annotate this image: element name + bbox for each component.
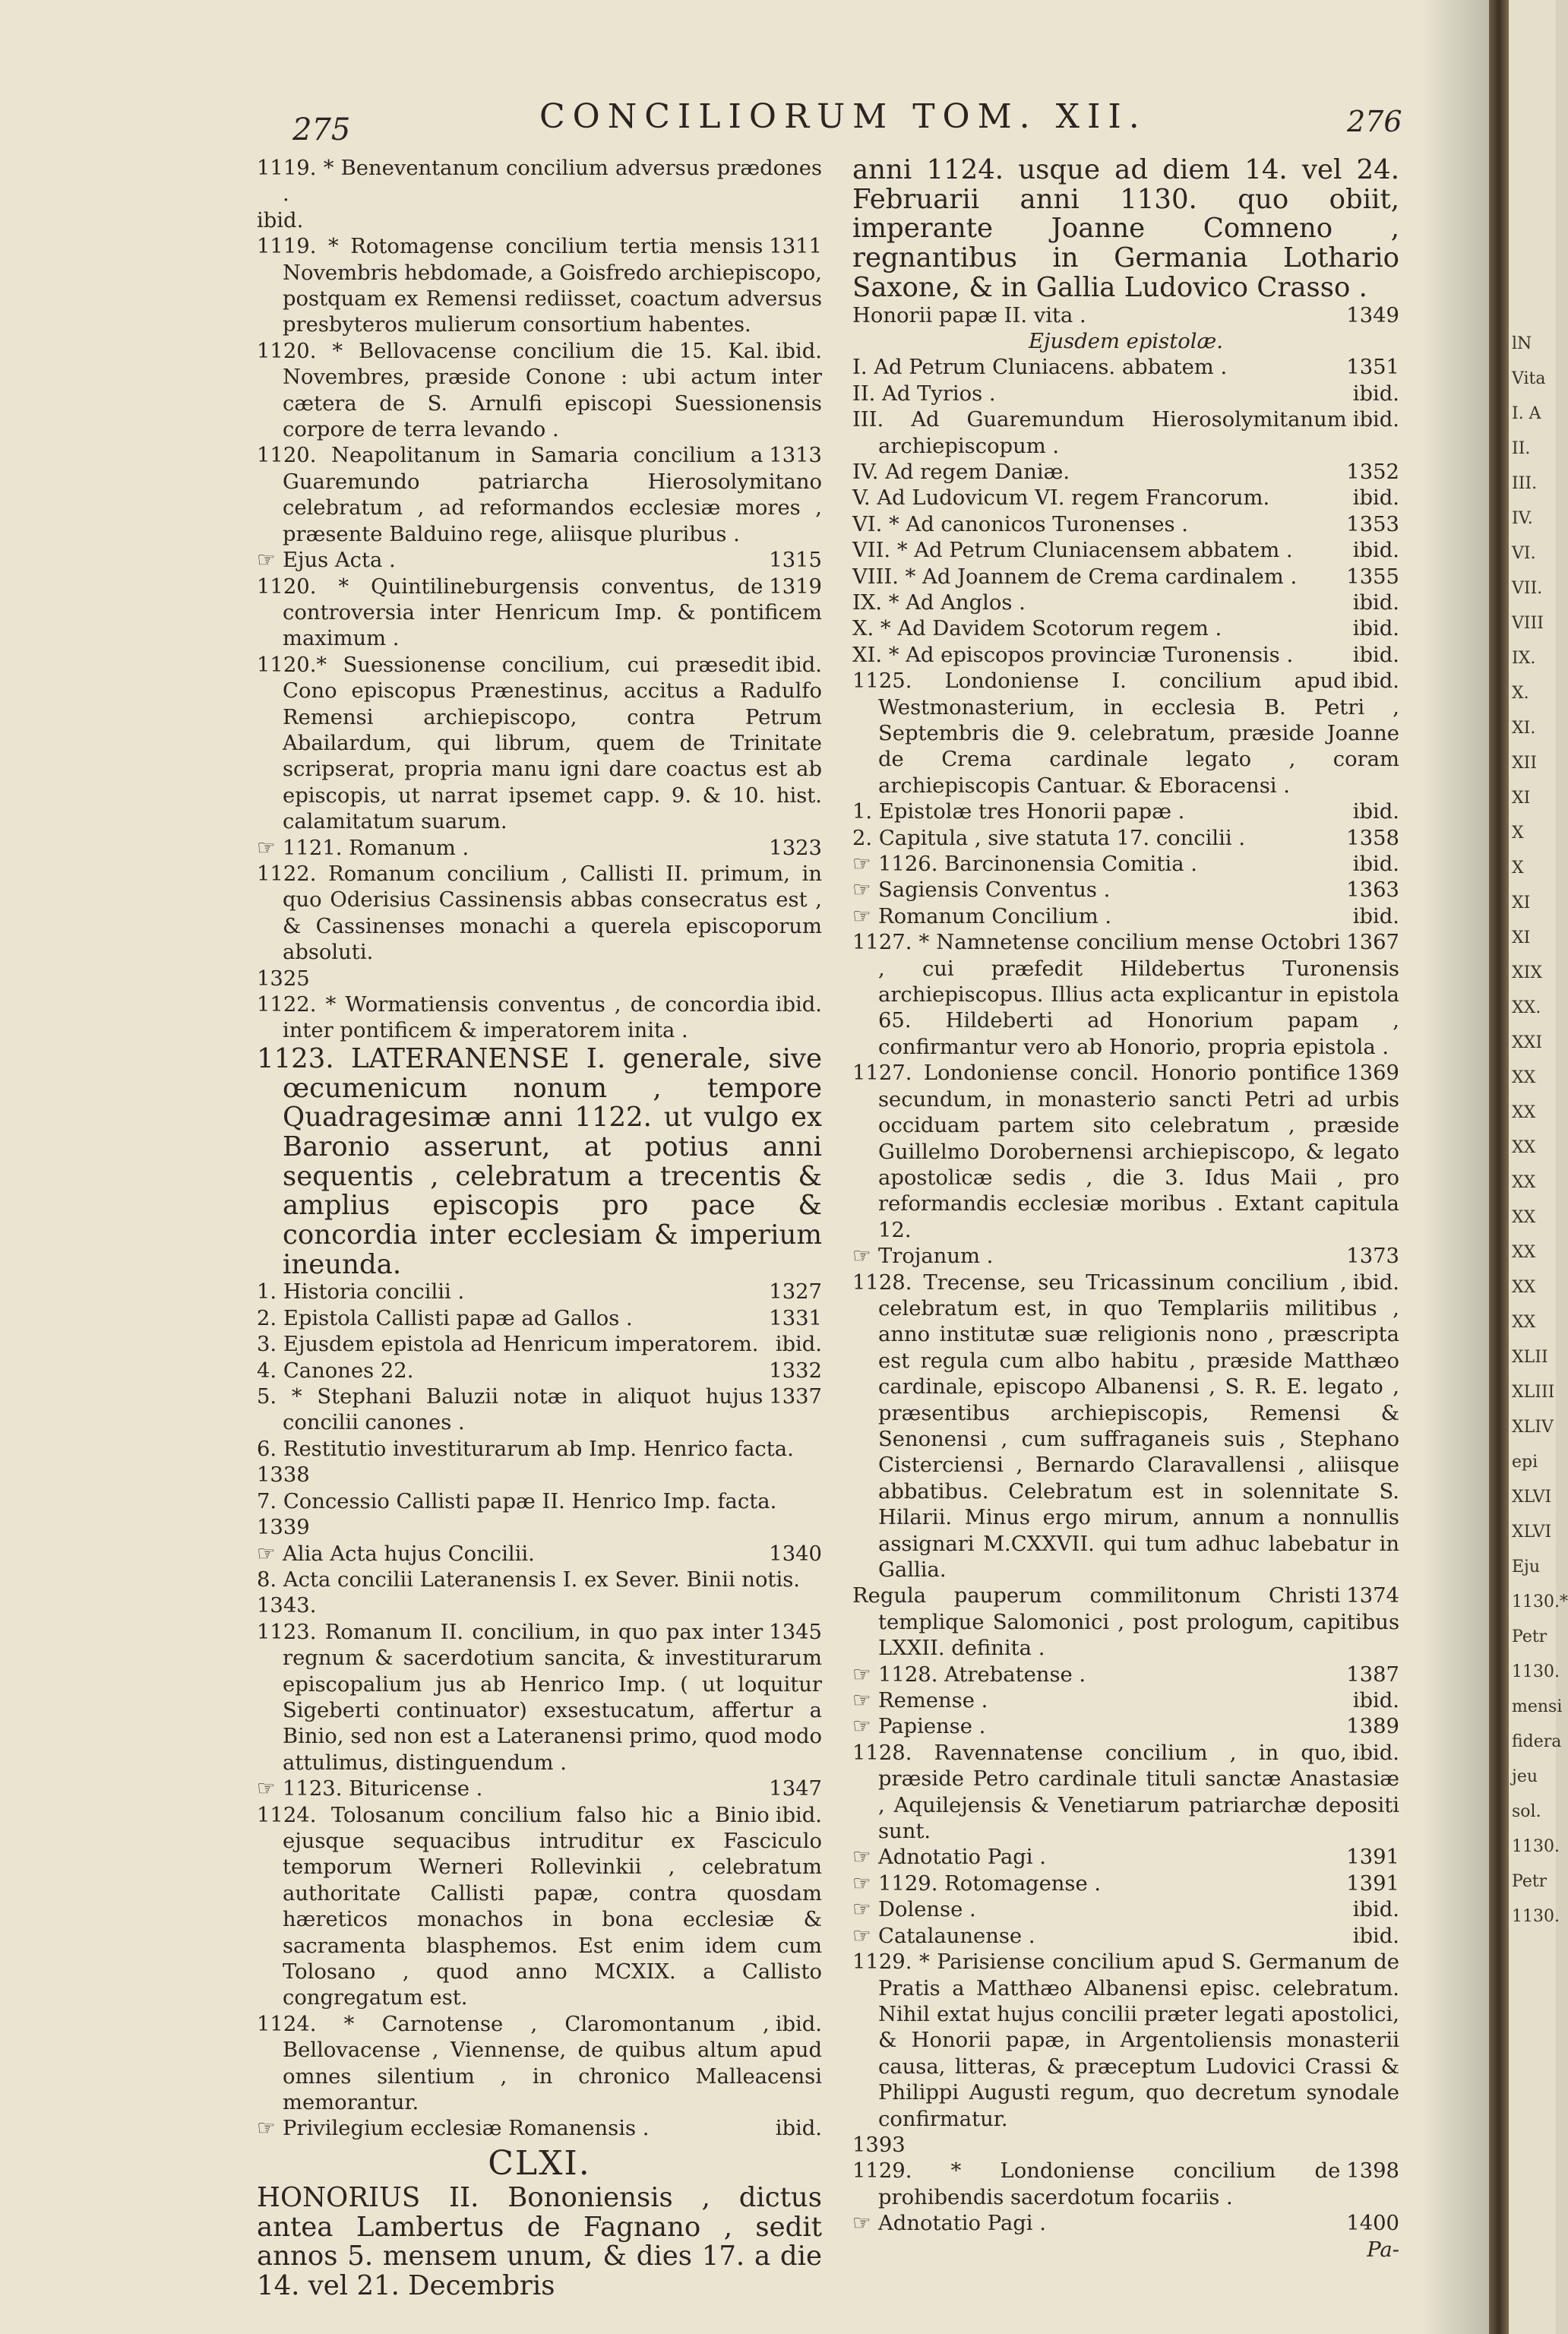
page-reference: ibid. — [1352, 643, 1399, 667]
index-entry — [257, 2116, 822, 2142]
facing-page-fragment: Vita — [1512, 369, 1546, 388]
entry-text: Honorii papæ II. vita . — [852, 303, 1086, 327]
index-entry — [257, 1358, 822, 1384]
page-reference: 1369 — [1346, 1061, 1399, 1086]
facing-page-fragment: XX — [1512, 1243, 1536, 1262]
entry-text: X. * Ad Davidem Scotorum regem . — [852, 617, 1222, 641]
facing-page-fragment: XX. — [1512, 998, 1541, 1017]
pointing-hand-icon: ☞ — [257, 1542, 276, 1566]
pointing-hand-icon: ☞ — [257, 836, 276, 860]
index-entry — [257, 992, 822, 1045]
entry-text: Sagiensis Conventus . — [878, 878, 1111, 903]
entry-text: 1122. Romanum concilium , Callisti II. primum, in quo Oderisius Cassinensis abbas consecratus est , & Cassinenses monachi a querela episcoporum absoluti. — [257, 862, 822, 965]
page-reference: ibid. — [775, 2117, 822, 2141]
pointing-hand-icon: ☞ — [852, 2212, 871, 2236]
entry-text: 1. Epistolæ tres Honorii papæ . — [852, 800, 1185, 824]
entry-text: 5. * Stephani Baluzii notæ in aliquot hujus concilii canones . — [257, 1385, 763, 1435]
entry-text: Romanum Concilium . — [878, 904, 1112, 928]
page-reference: ibid. — [775, 653, 822, 677]
pointing-hand-icon: ☞ — [852, 1244, 871, 1269]
page-reference: 1345 — [769, 1620, 822, 1644]
index-entry — [257, 1042, 822, 1280]
facing-page-edge — [1509, 0, 1568, 2334]
page-reference: ibid. — [1352, 617, 1399, 641]
page-reference: ibid. — [1352, 539, 1399, 563]
entry-text: VIII. * Ad Joannem de Crema cardinalem . — [852, 565, 1298, 589]
index-entry — [852, 1662, 1399, 1688]
pointing-hand-icon: ☞ — [257, 549, 276, 573]
pointing-hand-icon: ☞ — [852, 878, 871, 903]
page-reference: 1337 — [769, 1385, 822, 1409]
index-entry — [852, 355, 1399, 381]
running-title: CONCILIORUM TOM. XII. — [539, 97, 1147, 136]
facing-page-fragment: 1130. — [1512, 1662, 1560, 1681]
entry-text: 1120. * Bellovacense concilium die 15. Kal. Novembres, præside Conone : ubi actum inter cætera de S. Arnulfi episcopi Suessionensis corpore de terra levando . — [257, 339, 822, 442]
index-entry — [852, 904, 1399, 930]
page-reference: 1347 — [769, 1777, 822, 1801]
index-entry — [257, 1306, 822, 1332]
page-reference: ibid. — [1352, 1741, 1399, 1765]
entry-text: 1128. Trecense, seu Tricassinum concilium , celebratum est, in quo Templariis militibus , anno institutæ suæ religionis nono , præscripta est regula cum albo habitu , præside Matthæo cardinale, episcopo Albanensi , S. R. E. legato , præsentibus archiepiscopis, Remensi & Senonensi , cum suffraganeis suis , Stephano Cisterciensi , Bernardo Claravallensi , aliisque abbatibus. Celebratum est in solennitate S. Hilarii. Minus ergo mirum, annum a nonnullis assignari M.CXXVII. qui tum adhuc labebatur in Gallia. — [852, 1270, 1399, 1583]
index-entry — [852, 1688, 1399, 1714]
page-number-left: 275 — [292, 112, 351, 147]
page-reference: 1323 — [769, 836, 822, 860]
index-entry — [257, 1489, 822, 1515]
entry-text: 1120. * Quintilineburgensis conventus, de controversia inter Henricum Imp. & pontificem maximum . — [257, 574, 822, 651]
facing-page-fragment: lN — [1512, 334, 1532, 353]
page-reference: 1340 — [769, 1542, 822, 1566]
entry-text: 1120.* Suessionense concilium, cui præsedit Cono episcopus Prænestinus, accitus a Radulfo Remensi archiepiscopo, contra Petrum Abailardum, qui librum, quem de Trinitate scripserat, propria manu igni dare coactus est ab episcopis, ut narrat ipsemet capp. 9. & 10. hist. calamitatum suarum. — [257, 653, 822, 834]
pointing-hand-icon: ☞ — [852, 1898, 871, 1922]
entry-text: 1. Historia concilii . — [257, 1280, 465, 1305]
entry-text: IX. * Ad Anglos . — [852, 590, 1026, 615]
page-reference: 1315 — [769, 549, 822, 573]
index-entry — [852, 2238, 1399, 2263]
facing-page-fragment: X. — [1512, 684, 1529, 703]
entry-text: 1120. Neapolitanum in Samaria concilium a Guaremundo patriarcha Hierosolymitano celebratum , ad reformandos ecclesiæ mores , præsente Balduino rege, aliisque pluribus . — [257, 444, 822, 546]
facing-page-fragment: III. — [1512, 474, 1538, 493]
left-column — [257, 156, 822, 2301]
index-entry — [257, 1384, 822, 1437]
index-entry — [257, 1437, 822, 1463]
page-reference: 1400 — [1346, 2212, 1399, 2236]
page-reference: 1319 — [769, 574, 822, 599]
facing-page-fragment: XX — [1512, 1278, 1536, 1297]
page-reference: ibid. — [775, 993, 822, 1017]
entry-text: Adnotatio Pagi . — [878, 2212, 1046, 2236]
entry-text: 1339 — [257, 1516, 310, 1540]
page-reference: 1311 — [769, 235, 822, 259]
entry-text: Regula pauperum commilitonum Christi templique Salomonici , post prologum, capitibus LXXII. definita . — [852, 1584, 1399, 1661]
facing-page-fragment: sol. — [1512, 1802, 1541, 1821]
index-entry — [257, 1593, 822, 1619]
index-entry — [852, 381, 1399, 407]
page-reference: ibid. — [1352, 800, 1399, 824]
index-entry — [852, 1270, 1399, 1584]
entry-text: 1125. Londoniense I. concilium apud Westmonasterium, in ecclesia B. Petri , Septembris die 9. celebratum, præside Joanne de Crema cardinale legato , coram archiepiscopis Cantuar. & Eboracensi . — [852, 669, 1399, 798]
page-reference: 1391 — [1346, 1845, 1399, 1870]
index-entry — [852, 669, 1399, 799]
page-reference: ibid. — [1352, 669, 1399, 694]
page-reference: ibid. — [775, 1803, 822, 1827]
facing-page-fragment: XX — [1512, 1138, 1536, 1157]
entry-text: 2. Capitula , sive statuta 17. concilii . — [852, 826, 1246, 850]
entry-text: I. Ad Petrum Cluniacens. abbatem . — [852, 356, 1228, 380]
index-entry — [257, 548, 822, 574]
entry-text: 1338 — [257, 1463, 310, 1488]
pointing-hand-icon: ☞ — [257, 2117, 276, 2141]
facing-page-fragment: 1130.* — [1512, 1592, 1568, 1611]
page-reference: 1363 — [1346, 878, 1399, 903]
pointing-hand-icon: ☞ — [257, 1777, 276, 1801]
index-entry — [852, 1924, 1399, 1950]
facing-page-fragment: fidera — [1512, 1732, 1562, 1751]
index-entry — [257, 339, 822, 444]
index-entry — [852, 1583, 1399, 1662]
facing-page-fragment: XLIII — [1512, 1383, 1555, 1402]
index-entry — [257, 1515, 822, 1541]
facing-page-fragment: jeu — [1512, 1767, 1538, 1786]
entry-text: 1393 — [852, 2133, 906, 2157]
index-entry — [257, 1567, 822, 1593]
page-reference: ibid. — [1352, 1689, 1399, 1713]
page-curve-shadow — [1421, 0, 1489, 2334]
entry-text: ibid. — [257, 208, 304, 232]
facing-page-fragment: XLII — [1512, 1348, 1548, 1367]
entry-text: 1119. * Beneventanum concilium adversus prædones . — [257, 157, 822, 207]
page-reference: ibid. — [775, 1333, 822, 1357]
index-entry — [852, 485, 1399, 511]
index-entry — [257, 2012, 822, 2117]
entry-text: Remense . — [878, 1689, 988, 1713]
page-reference: ibid. — [1352, 486, 1399, 511]
entry-text: Dolense . — [878, 1898, 976, 1922]
index-entry — [852, 538, 1399, 564]
facing-page-fragment: XXI — [1512, 1033, 1543, 1052]
index-entry — [852, 1244, 1399, 1270]
page-reference: 1374 — [1346, 1584, 1399, 1608]
page-reference: ibid. — [775, 339, 822, 363]
entry-text: 8. Acta concilii Lateranensis I. ex Sever. Binii notis. — [257, 1567, 800, 1592]
index-entry — [257, 443, 822, 548]
index-entry — [852, 799, 1399, 825]
facing-page-fragment: epi — [1512, 1453, 1538, 1472]
index-entry — [852, 1950, 1399, 2133]
entry-text: XI. * Ad episcopos provinciæ Turonensis . — [852, 643, 1294, 667]
index-entry — [852, 1897, 1399, 1923]
entry-text: 4. Canones 22. — [257, 1358, 414, 1383]
page-reference: ibid. — [1352, 408, 1399, 432]
index-entry — [257, 1776, 822, 1802]
entry-text: 1119. * Rotomagense concilium tertia mensis Novembris hebdomade, a Goisfredo archiepiscopo, postquam ex Remensi rediisset, coactum adversus presbyteros mulierum consortium habentes. — [257, 235, 822, 337]
index-entry — [852, 1845, 1399, 1871]
entry-text: 1128. Atrebatense . — [878, 1662, 1086, 1687]
entry-text: II. Ad Tyrios . — [852, 381, 996, 406]
page-reference: 1327 — [769, 1280, 822, 1305]
entry-text: 1126. Barcinonensia Comitia . — [878, 852, 1197, 877]
facing-page-fragment: XI — [1512, 789, 1531, 808]
facing-page-fragment: 1130. — [1512, 1837, 1560, 1856]
facing-page-fragment: Petr — [1512, 1627, 1547, 1646]
page-reference: 1373 — [1346, 1244, 1399, 1269]
entry-text: Adnotatio Pagi . — [878, 1845, 1046, 1870]
facing-page-fragment: XX — [1512, 1068, 1536, 1087]
index-entry — [257, 653, 822, 836]
index-entry — [257, 208, 822, 234]
index-entry — [852, 565, 1399, 590]
index-entry — [257, 156, 822, 208]
facing-page-fragment: VII. — [1512, 579, 1543, 598]
page-reference: ibid. — [1352, 852, 1399, 877]
facing-page-fragment: XX — [1512, 1208, 1536, 1227]
facing-page-fragment: XX — [1512, 1173, 1536, 1192]
entry-text: 1127. * Namnetense concilium mense Octobri , cui præfedit Hildebertus Turonensis archiepiscopus. Illius acta explicantur in epistola 65. Hildeberti ad Honorium papam , confirmantur vero ab Honorio, propria epistola . — [852, 931, 1399, 1059]
index-entry — [852, 2158, 1399, 2211]
facing-page-fragment: Eju — [1512, 1558, 1541, 1577]
index-entry — [852, 2211, 1399, 2237]
page-reference: 1349 — [1346, 303, 1399, 327]
facing-page-fragment: XLIV — [1512, 1418, 1554, 1437]
index-entry — [852, 2133, 1399, 2158]
pointing-hand-icon: ☞ — [852, 1662, 871, 1687]
facing-page-fragment: VI. — [1512, 544, 1536, 563]
page-reference: 1351 — [1346, 356, 1399, 380]
entry-text: 1127. Londoniense concil. Honorio pontifice secundum, in monasterio sancti Petri ad urbis occiduam partem sito celebratum , præside Guillelmo Dorobernensi archiepiscopo, & legato apostolicæ sedis , die 3. Idus Maii , pro reformandis ecclesiæ moribus . Extant capitula 12. — [852, 1061, 1399, 1242]
page-reference: ibid. — [1352, 904, 1399, 928]
page-reference: 1352 — [1346, 460, 1399, 484]
index-entry — [852, 930, 1399, 1061]
entry-text: V. Ad Ludovicum VI. regem Francorum. — [852, 486, 1270, 511]
index-entry — [257, 1332, 822, 1358]
page-reference: ibid. — [1352, 1270, 1399, 1295]
entry-text: IV. Ad regem Daniæ. — [852, 460, 1070, 484]
index-entry — [852, 1741, 1399, 1845]
entry-text: III. Ad Guaremundum Hierosolymitanum archiepiscopum . — [852, 408, 1347, 458]
entry-text: 1123. Bituricense . — [283, 1777, 483, 1801]
page-reference: 1355 — [1346, 565, 1399, 589]
pointing-hand-icon: ☞ — [852, 1924, 871, 1948]
index-entry — [257, 1542, 822, 1567]
index-entry — [852, 616, 1399, 642]
index-entry — [257, 862, 822, 966]
entry-text: 3. Ejusdem epistola ad Henricum imperatorem. — [257, 1333, 759, 1357]
page-reference: 1331 — [769, 1306, 822, 1330]
page-number-right: 276 — [1347, 105, 1402, 138]
page-reference: ibid. — [1352, 590, 1399, 615]
pointing-hand-icon: ☞ — [852, 1715, 871, 1739]
facing-page-fragment: XII — [1512, 754, 1538, 773]
entry-text: 1128. Ravennatense concilium , in quo, præside Petro cardinale tituli sanctæ Anastasiæ , Aquilejensis & Venetiarum patriarchæ depositi sunt. — [852, 1741, 1399, 1844]
index-entry — [852, 590, 1399, 616]
entry-text: Catalaunense . — [878, 1924, 1035, 1948]
index-entry — [257, 1279, 822, 1305]
entry-text: 1129. * Londoniense concilium de prohibendis sacerdotum focariis . — [852, 2159, 1341, 2209]
index-entry — [852, 512, 1399, 538]
book-gutter — [1489, 0, 1509, 2334]
entry-text: 1343. — [257, 1594, 317, 1618]
index-entry — [852, 156, 1399, 303]
page-reference: 1353 — [1346, 512, 1399, 536]
entry-text: anni 1124. usque ad diem 14. vel 24. Februarii anni 1130. quo obiit, imperante Joanne Comneno , regnantibus in Germania Lothario Saxone, & in Gallia Ludovico Crasso . — [852, 154, 1399, 303]
entry-text: 1122. * Wormatiensis conventus , de concordia inter pontificem & imperatorem inita . — [257, 993, 770, 1043]
facing-page-fragment: Petr — [1512, 1872, 1547, 1891]
facing-page-fragment: XLVI — [1512, 1488, 1552, 1507]
pointing-hand-icon: ☞ — [852, 904, 871, 928]
facing-page-fragment: II. — [1512, 439, 1531, 458]
facing-page-fragment: XX — [1512, 1313, 1536, 1332]
index-entry — [852, 1714, 1399, 1740]
facing-page-fragment: 1130. — [1512, 1907, 1560, 1926]
facing-page-fragment: X — [1512, 859, 1524, 878]
entry-text: 1325 — [257, 966, 310, 991]
page-reference: 1358 — [1346, 826, 1399, 850]
pointing-hand-icon: ☞ — [852, 1845, 871, 1870]
section-number — [257, 2144, 822, 2184]
facing-page-fragment: mensi — [1512, 1697, 1563, 1716]
entry-text: CLXI. — [488, 2143, 591, 2183]
entry-text: Trojanum . — [878, 1244, 994, 1269]
page-reference: 1367 — [1346, 931, 1399, 955]
entry-text: Pa- — [1367, 2238, 1399, 2262]
page-reference: ibid. — [1352, 1898, 1399, 1922]
pointing-hand-icon: ☞ — [852, 1689, 871, 1713]
facing-page-fragment: XI — [1512, 928, 1531, 947]
facing-page-fragment: IV. — [1512, 509, 1533, 528]
page-reference: 1313 — [769, 444, 822, 468]
index-entry — [257, 2181, 822, 2301]
entry-text: 1123. Romanum II. concilium, in quo pax inter regnum & sacerdotium sancita, & investiturarum episcopalium jus ab Henrico Imp. ( ut loquitur Sigeberti continuator) exsestucatum, affertur a Binio, sed non est a Lateranensi primo, quod modo attulimus, distinguendum . — [257, 1620, 822, 1775]
facing-page-fragment: XI — [1512, 893, 1531, 912]
entry-text: 7. Concessio Callisti papæ II. Henrico Imp. facta. — [257, 1489, 777, 1513]
facing-page-fragment: XX — [1512, 1103, 1536, 1122]
index-entry — [852, 1871, 1399, 1897]
index-entry — [257, 836, 822, 862]
page-reference: 1387 — [1346, 1662, 1399, 1687]
index-entry — [852, 460, 1399, 485]
entry-text: Ejus Acta . — [283, 549, 396, 573]
facing-page-fragment: XLVI — [1512, 1523, 1552, 1542]
pointing-hand-icon: ☞ — [852, 1871, 871, 1896]
page-reference: 1391 — [1346, 1871, 1399, 1896]
facing-page-fragment: VIII — [1512, 614, 1544, 633]
right-column — [852, 156, 1399, 2263]
facing-page-fragment: I. A — [1512, 404, 1541, 423]
index-entry — [257, 1803, 822, 2012]
entry-text: 6. Restitutio investiturarum ab Imp. Henrico facta. — [257, 1437, 794, 1461]
index-entry — [852, 1061, 1399, 1244]
facing-page-fragment: X — [1512, 824, 1524, 843]
index-entry — [257, 574, 822, 653]
entry-text: 2. Epistola Callisti papæ ad Gallos . — [257, 1306, 633, 1330]
index-entry — [852, 407, 1399, 460]
entry-text: VI. * Ad canonicos Turonenses . — [852, 512, 1188, 536]
entry-text: 1121. Romanum . — [283, 836, 469, 860]
entry-text: 1124. Tolosanum concilium falso hic a Binio ejusque sequacibus intruditur ex Fasciculo temporum Werneri Rollevinkii , celebratum authoritate Callisti papæ, contra quosdam hæreticos monachos in bona ecclesiæ & sacramenta blasphemos. Est enim idem cum Tolosano , quod anno MCXIX. a Callisto congregatum est. — [257, 1803, 822, 2010]
index-entry — [852, 826, 1399, 852]
entry-text: 1129. Rotomagense . — [878, 1871, 1102, 1896]
index-entry — [257, 1620, 822, 1776]
facing-page-fragment: IX. — [1512, 649, 1536, 668]
index-entry — [852, 643, 1399, 669]
index-entry — [257, 234, 822, 339]
index-entry — [257, 1463, 822, 1488]
running-head — [0, 97, 1489, 150]
entry-text: Papiense . — [878, 1715, 986, 1739]
index-entry — [852, 878, 1399, 903]
entry-text: Ejusdem epistolæ. — [1029, 329, 1223, 353]
index-entry — [852, 303, 1399, 329]
page-reference: ibid. — [1352, 1924, 1399, 1948]
entry-text: Privilegium ecclesiæ Romanensis . — [283, 2117, 650, 2141]
index-entry — [852, 852, 1399, 878]
index-entry — [257, 966, 822, 992]
page-reference: 1389 — [1346, 1715, 1399, 1739]
page-reference: 1398 — [1346, 2159, 1399, 2184]
entry-text: 1123. LATERANENSE I. generale, sive œcumenicum nonum , tempore Quadragesimæ anni 1122. ut vulgo ex Baronio asserunt, at potius anni sequentis , celebratum a trecentis & amplius episcopis pro pace & concordia inter ecclesiam & imperium ineunda. — [257, 1042, 822, 1280]
entry-text: Alia Acta hujus Concilii. — [283, 1542, 535, 1566]
page-reference: 1332 — [769, 1358, 822, 1383]
page-reference: ibid. — [1352, 381, 1399, 406]
entry-text: HONORIUS II. Bononiensis , dictus antea Lambertus de Fagnano , sedit annos 5. mensem unum, & dies 17. a die 14. vel 21. Decembris — [257, 2181, 822, 2301]
pointing-hand-icon: ☞ — [852, 852, 871, 877]
entry-text: VII. * Ad Petrum Cluniacensem abbatem . — [852, 539, 1293, 563]
page-reference: ibid. — [775, 2012, 822, 2036]
entry-text: 1129. * Parisiense concilium apud S. Germanum de Pratis a Matthæo Albanensi episc. celebratum. Nihil extat hujus concilii præter legati apostolici, & Honorii papæ, in Argentoliensis monasterii causa, litteras, & præceptum Ludovici Crassi & Philippi Augusti regum, quo decretum synodale confirmatur. — [852, 1950, 1399, 2131]
facing-page-fragment: XI. — [1512, 719, 1536, 738]
entry-text: 1124. * Carnotense , Claromontanum , Bellovacense , Viennense, de quibus altum apud omnes silentium , in chronico Malleacensi memorantur. — [257, 2012, 822, 2115]
facing-page-fragment: XIX — [1512, 963, 1543, 982]
index-entry — [852, 329, 1399, 355]
